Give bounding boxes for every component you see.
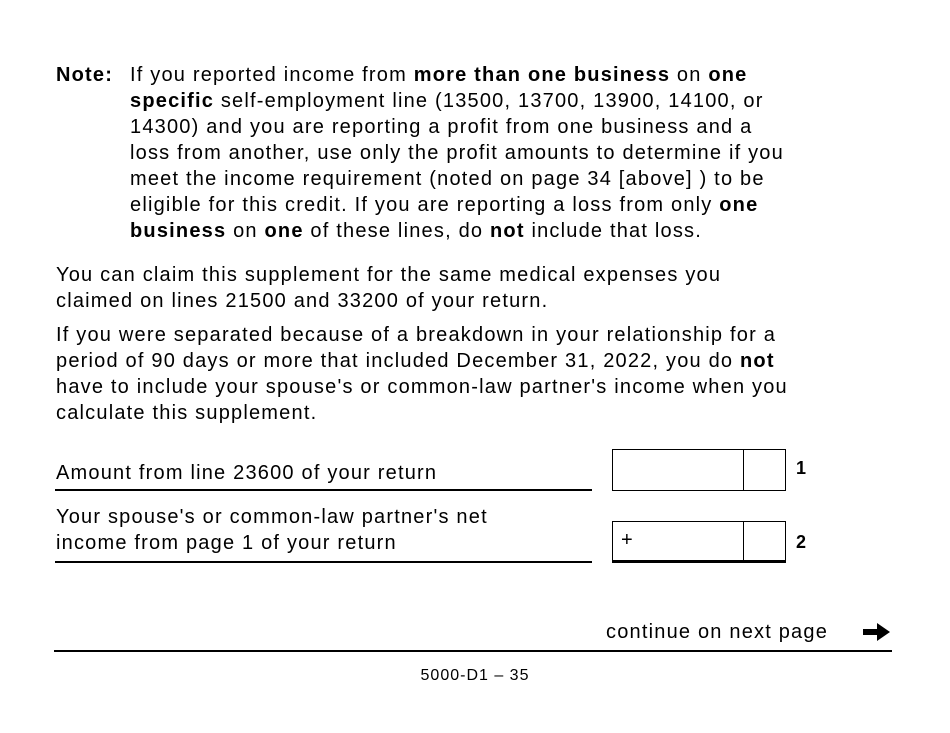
note-body bbox=[130, 62, 920, 244]
note-text: on bbox=[226, 220, 265, 242]
note-line bbox=[130, 114, 920, 140]
note-text: self-employment line (13500, 13700, 13900, 14100, or bbox=[214, 90, 764, 112]
note-bold-text: business bbox=[130, 220, 227, 242]
line1-number: 1 bbox=[796, 458, 807, 478]
note-text: meet the income requirement (noted on page 34 [above] ) to be bbox=[130, 168, 765, 190]
line2-cents-divider bbox=[743, 522, 744, 560]
line1-cents-divider bbox=[743, 450, 744, 490]
supplement-para-line2: claimed on lines 21500 and 33200 of your return. bbox=[56, 290, 549, 312]
note-text: loss from another, use only the profit amounts to determine if you bbox=[130, 142, 784, 164]
note-text: of these lines, do bbox=[303, 220, 490, 242]
separation-para-line1: If you were separated because of a breakdown in your relationship for a bbox=[56, 324, 777, 346]
note-line bbox=[130, 140, 920, 166]
line1-label: Amount from line 23600 of your return bbox=[56, 462, 438, 484]
separation-para-line3: have to include your spouse's or common-law partner's income when you bbox=[56, 376, 788, 398]
note-bold-text: more than one business bbox=[413, 64, 671, 86]
note-text: If you reported income from bbox=[130, 64, 414, 86]
note-line bbox=[130, 218, 920, 244]
line2-label-line1: Your spouse's or common-law partner's net bbox=[56, 506, 488, 528]
separation-para-line4: calculate this supplement. bbox=[56, 402, 318, 424]
supplement-para-line1: You can claim this supplement for the same medical expenses you bbox=[56, 264, 722, 286]
separation-para-line2: period of 90 days or more that included December 31, 2022, you do not bbox=[56, 350, 775, 372]
note-line bbox=[130, 62, 920, 88]
note-bold-text: specific bbox=[130, 90, 215, 112]
note-line bbox=[130, 192, 920, 218]
line1-underline bbox=[55, 489, 592, 491]
note-line bbox=[130, 166, 920, 192]
note-text: on bbox=[670, 64, 709, 86]
line2-number: 2 bbox=[796, 532, 807, 552]
plus-sign: + bbox=[621, 529, 633, 551]
note-bold-text: one bbox=[264, 220, 304, 242]
note-line bbox=[130, 88, 920, 114]
page-bottom-rule bbox=[54, 650, 892, 652]
line1-amount-field[interactable] bbox=[612, 449, 786, 491]
line2-amount-field[interactable] bbox=[612, 521, 786, 563]
note-label: Note: bbox=[56, 64, 114, 86]
note-bold-text: one bbox=[719, 194, 759, 216]
page-footer: 5000-D1 – 35 bbox=[420, 667, 530, 684]
arrow-right-icon bbox=[862, 621, 892, 643]
note-text: eligible for this credit. If you are reporting a loss from only bbox=[130, 194, 720, 216]
note-text: include that loss. bbox=[524, 220, 703, 242]
continue-text: continue on next page bbox=[606, 621, 829, 643]
note-bold-text: one bbox=[708, 64, 748, 86]
note-bold-text: not bbox=[489, 220, 525, 242]
note-text: 14300) and you are reporting a profit from one business and a bbox=[130, 116, 753, 138]
line2-label-line2: income from page 1 of your return bbox=[56, 532, 397, 554]
line2-underline bbox=[55, 561, 592, 563]
